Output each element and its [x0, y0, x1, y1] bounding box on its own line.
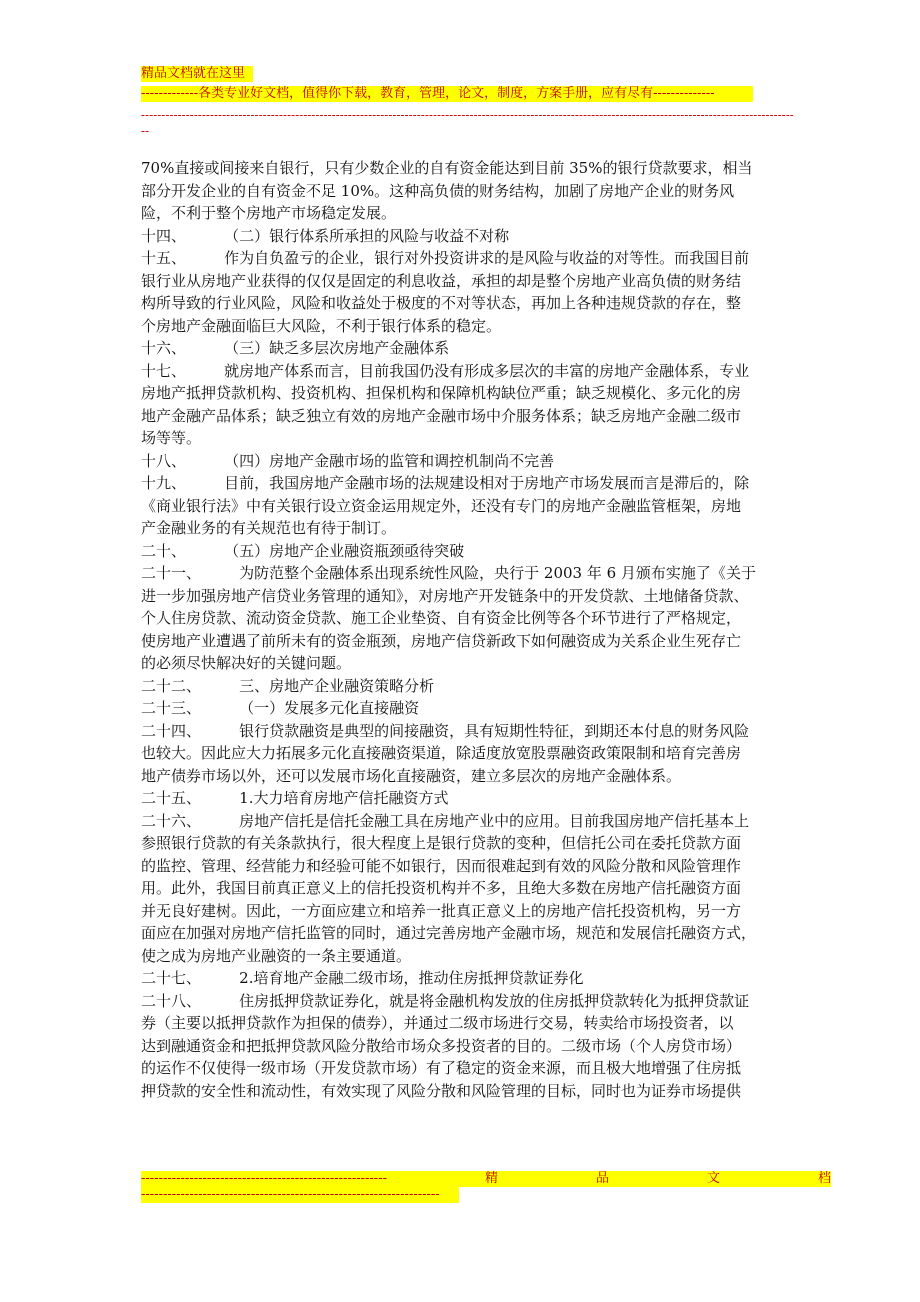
- paragraph-line: 二十八、 住房抵押贷款证券化，就是将金融机构发放的住房抵押贷款转化为抵押贷款证: [141, 991, 750, 1010]
- paragraph-line: 地产金融产品体系；缺乏独立有效的房地产金融市场中介服务体系；缺乏房地产金融二级市: [141, 406, 742, 425]
- paragraph-line: 二十五、 1.大力培育房地产信托融资方式: [141, 789, 449, 807]
- paragraph-line: 十九、 目前，我国房地产金融市场的法规建设相对于房地产市场发展而言是滞后的，除: [141, 474, 750, 492]
- paragraph-line: 用。此外，我国目前真正意义上的信托投资机构并不多，且绝大多数在房地产信托融资方面: [141, 879, 742, 897]
- paragraph-line: 二十四、 银行贷款融资是典型的间接融资，具有短期性特征，到期还本付息的财务风险: [141, 721, 750, 740]
- footer-rule: --------------------------------------------------------: [141, 1171, 387, 1186]
- paragraph-line: 《商业银行法》中有关银行设立资金运用规定外，还没有专门的房地产金融监管框架，房地: [141, 496, 742, 515]
- paragraph-line: 地产债券市场以外，还可以发展市场化直接融资，建立多层次的房地产金融体系。: [141, 766, 682, 785]
- paragraph-line: 场等等。: [141, 429, 202, 447]
- header-rule: -----------------------------------------------------------------------------------------------------------------------------------------------------------------: [141, 108, 794, 122]
- paragraph-line: 并无良好建树。因此，一方面应建立和培养一批真正意义上的房地产信托投资机构，另一方: [141, 901, 742, 920]
- paragraph-line: 房地产抵押贷款机构、投资机构、担保机构和保障机构缺位严重；缺乏规模化、多元化的房: [141, 384, 742, 402]
- header-tagline: -------------各类专业好文档，值得你下载，教育，管理，论文，制度，方案手册，应有尽有--------------: [141, 86, 753, 102]
- paragraph-line: 部分开发企业的自有资金不足 10%。这种高负债的财务结构，加剧了房地产企业的财务风: [141, 181, 735, 200]
- paragraph-line: 70%直接或间接来自银行，只有少数企业的自有资金能达到目前 35%的银行贷款要求，相当: [141, 159, 753, 177]
- paragraph-line: 十六、 （三）缺乏多层次房地产金融体系: [141, 339, 450, 357]
- footer-bottom-rule: --------------------------------------------------------------------: [141, 1187, 459, 1203]
- document-body: [141, 157, 781, 1102]
- paragraph-line: 险，不利于整个房地产市场稳定发展。: [141, 204, 397, 222]
- paragraph-line: 使房地产业遭遇了前所未有的资金瓶颈，房地产信贷新政下如何融资成为关系企业生死存亡: [141, 631, 742, 650]
- footer-band: [141, 1171, 831, 1187]
- paragraph-line: 进一步加强房地产信贷业务管理的通知》，对房地产开发链条中的开发贷款、土地储备贷款、: [141, 586, 749, 605]
- paragraph-line: 的必须尽快解决好的关键问题。: [141, 654, 352, 672]
- paragraph-line: 的监控、管理、经营能力和经验可能不如银行，因而很难起到有效的风险分散和风险管理作: [141, 856, 742, 875]
- paragraph-line: 二十二、 三、房地产企业融资策略分析: [141, 676, 435, 695]
- paragraph-line: 银行业从房地产业获得的仅仅是固定的利息收益，承担的却是整个房地产业高负债的财务结: [141, 271, 742, 290]
- paragraph-line: 十四、 （二）银行体系所承担的风险与收益不对称: [141, 226, 510, 245]
- paragraph-line: 使之成为房地产业融资的一条主要通道。: [141, 946, 412, 965]
- paragraph-line: 二十一、 为防范整个金融体系出现系统性风险，央行于 2003 年 6 月颁布实施了《关于: [141, 564, 756, 582]
- paragraph-line: 券（主要以抵押贷款作为担保的债券），并通过二级市场进行交易，转卖给市场投资者，以: [141, 1014, 734, 1032]
- paragraph-line: 参照银行贷款的有关条款执行，很大程度上是银行贷款的变种，但信托公司在委托贷款方面: [141, 834, 742, 852]
- paragraph-line: 也较大。因此应大力拓展多元化直接融资渠道，除适度放宽股票融资政策限制和培育完善房: [141, 744, 742, 762]
- paragraph-line: 二十、 （五）房地产企业融资瓶颈亟待突破: [141, 541, 465, 560]
- paragraph-line: 的运作不仅使得一级市场（开发贷款市场）有了稳定的资金来源，而且极大地增强了住房抵: [141, 1059, 742, 1077]
- footer-char-3: 文: [706, 1171, 720, 1186]
- paragraph-line: 二十三、 （一）发展多元化直接融资: [141, 699, 420, 717]
- paragraph-line: 个房地产金融面临巨大风险，不利于银行体系的稳定。: [141, 316, 502, 335]
- footer-char-4: 档: [817, 1171, 831, 1186]
- header-title: 精品文档就在这里: [141, 66, 253, 82]
- paragraph-line: 产金融业务的有关规范也有待于制订。: [141, 519, 397, 537]
- paragraph-line: 十五、 作为自负盈亏的企业，银行对外投资讲求的是风险与收益的对等性。而我国目前: [141, 249, 750, 267]
- paragraph-line: 个人住房贷款、流动资金贷款、施工企业垫资、自有资金比例等各个环节进行了严格规定，: [141, 609, 742, 627]
- paragraph-line: 二十七、 2.培育地产金融二级市场，推动住房抵押贷款证券化: [141, 969, 584, 987]
- paragraph-line: 达到融通资金和把抵押贷款风险分散给市场众多投资者的目的。二级市场（个人房贷市场）: [141, 1036, 742, 1055]
- paragraph-line: 押贷款的安全性和流动性，有效实现了风险分散和风险管理的目标，同时也为证券市场提供: [141, 1081, 742, 1100]
- paragraph-line: 二十六、 房地产信托是信托金融工具在房地产业中的应用。目前我国房地产信托基本上: [141, 811, 750, 830]
- header-rule-tail: --: [141, 124, 150, 138]
- paragraph-line: 十七、 就房地产体系而言，目前我国仍没有形成多层次的丰富的房地产金融体系，专业: [141, 361, 750, 380]
- paragraph-line: 十八、 （四）房地产金融市场的监管和调控机制尚不完善: [141, 451, 555, 470]
- footer-char-2: 品: [595, 1171, 609, 1186]
- paragraph-line: 构所导致的行业风险，风险和收益处于极度的不对等状态，再加上各种违规贷款的存在，整: [141, 294, 742, 312]
- paragraph-line: 面应在加强对房地产信托监管的同时，通过完善房地产金融市场，规范和发展信托融资方式，: [141, 924, 757, 942]
- footer-char-1: 精: [484, 1171, 498, 1186]
